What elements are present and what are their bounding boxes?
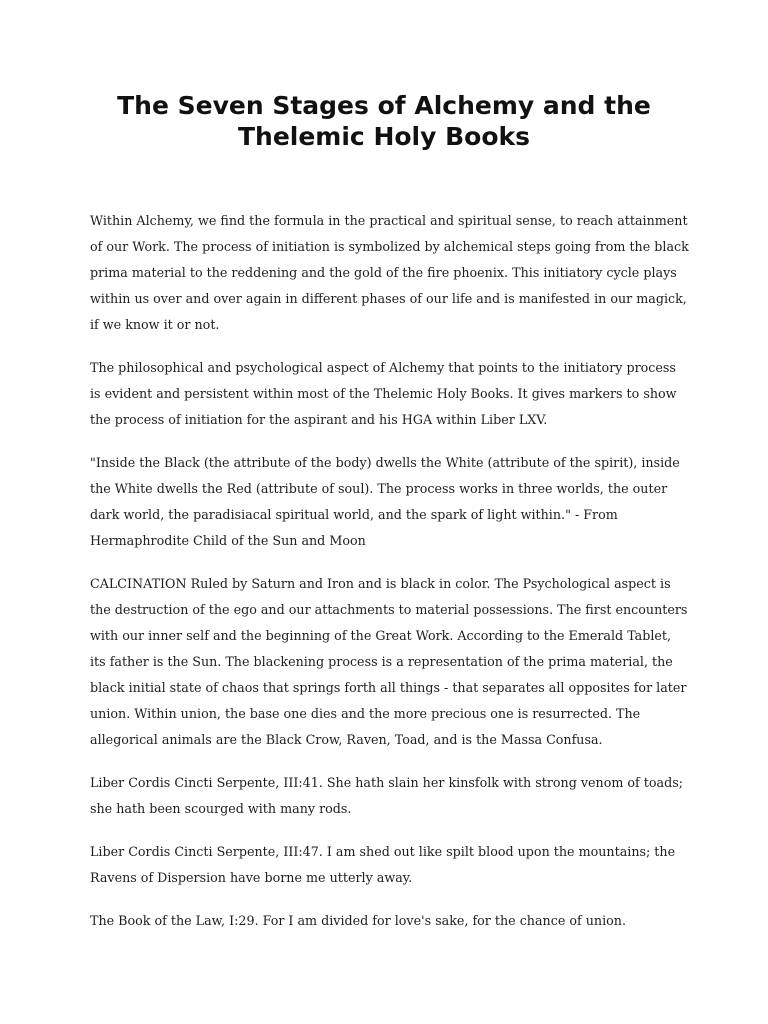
paragraph-calcination: CALCINATION Ruled by Saturn and Iron and is black in color. The Psychological aspect is the destruction of the ego and our attachments to material possessions. The first encounters with our inner self and the beginning of the Great Work. According to the Emerald Tablet, its father is the Sun. The blackening process is a representation of the prima material, the black initial state of chaos that springs forth all things - that separates all opposites for later union. Within union, the base one dies and the more precious one is resurrected. The allegorical animals are the Black Crow, Raven, Toad, and is the Massa Confusa.: [90, 576, 688, 747]
paragraph-liber-65-iii-47: Liber Cordis Cincti Serpente, III:47. I am shed out like spilt blood upon the mountains; the Ravens of Dispersion have borne me utterly away.: [90, 844, 676, 885]
paragraph-quote-hermaphrodite: "Inside the Black (the attribute of the body) dwells the White (attribute of the spirit), inside the White dwells the Red (attribute of soul). The process works in three worlds, the outer dark world, the paradisiacal spiritual world, and the spark of light within." - From Hermaphrodite Child of the Sun and Moon: [90, 455, 680, 548]
paragraph-intro: Within Alchemy, we find the formula in the practical and spiritual sense, to reach attainment of our Work. The process of initiation is symbolized by alchemical steps going from the black prima material to the reddening and the gold of the fire phoenix. This initiatory cycle plays within us over and over again in different phases of our life and is manifested in our magick, if we know it or not.: [90, 213, 689, 332]
document-title: The Seven Stages of Alchemy and the Thelemic Holy Books: [117, 91, 651, 151]
paragraph-philosophical-aspect: The philosophical and psychological aspect of Alchemy that points to the initiatory process is evident and persistent within most of the Thelemic Holy Books. It gives markers to show the process of initiation for the aspirant and his HGA within Liber LXV.: [90, 360, 677, 427]
document-body: [90, 208, 690, 951]
paragraph-liber-65-iii-41: Liber Cordis Cincti Serpente, III:41. She hath slain her kinsfolk with strong venom of toads; she hath been scourged with many rods.: [90, 775, 683, 816]
paragraph-book-of-law-i-29: The Book of the Law, I:29. For I am divided for love's sake, for the chance of union.: [90, 913, 626, 928]
